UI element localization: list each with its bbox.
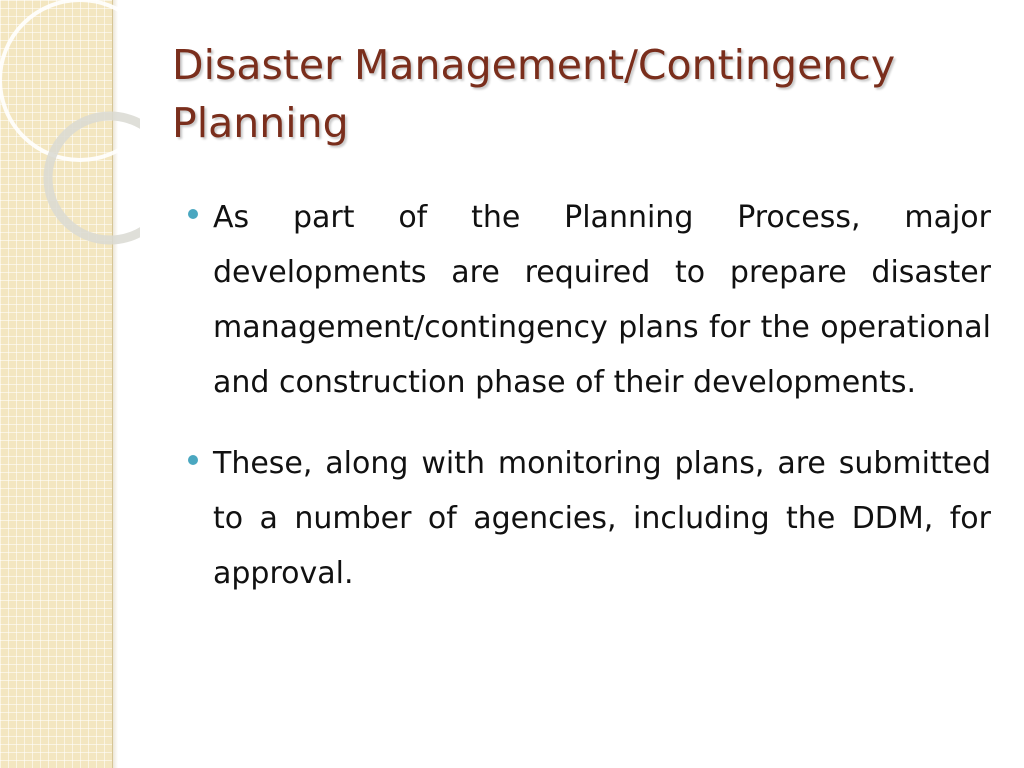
bullet-item — [188, 436, 991, 601]
bullet-dot-icon — [188, 209, 198, 219]
bullet-text: As part of the Planning Process, major developments are required to prepare disaster management/contingency plans for the operational and construction phase of their developments. — [213, 200, 991, 400]
decorative-rings — [0, 0, 140, 260]
bullet-dot-icon — [188, 455, 198, 465]
bullet-text: These, along with monitoring plans, are submitted to a number of agencies, including the DDM, for approval. — [213, 446, 991, 591]
slide-title: Disaster Management/Contingency Planning — [172, 41, 896, 147]
bullet-list — [188, 190, 991, 627]
decorative-ring-small — [48, 116, 140, 240]
bullet-item — [188, 190, 991, 410]
